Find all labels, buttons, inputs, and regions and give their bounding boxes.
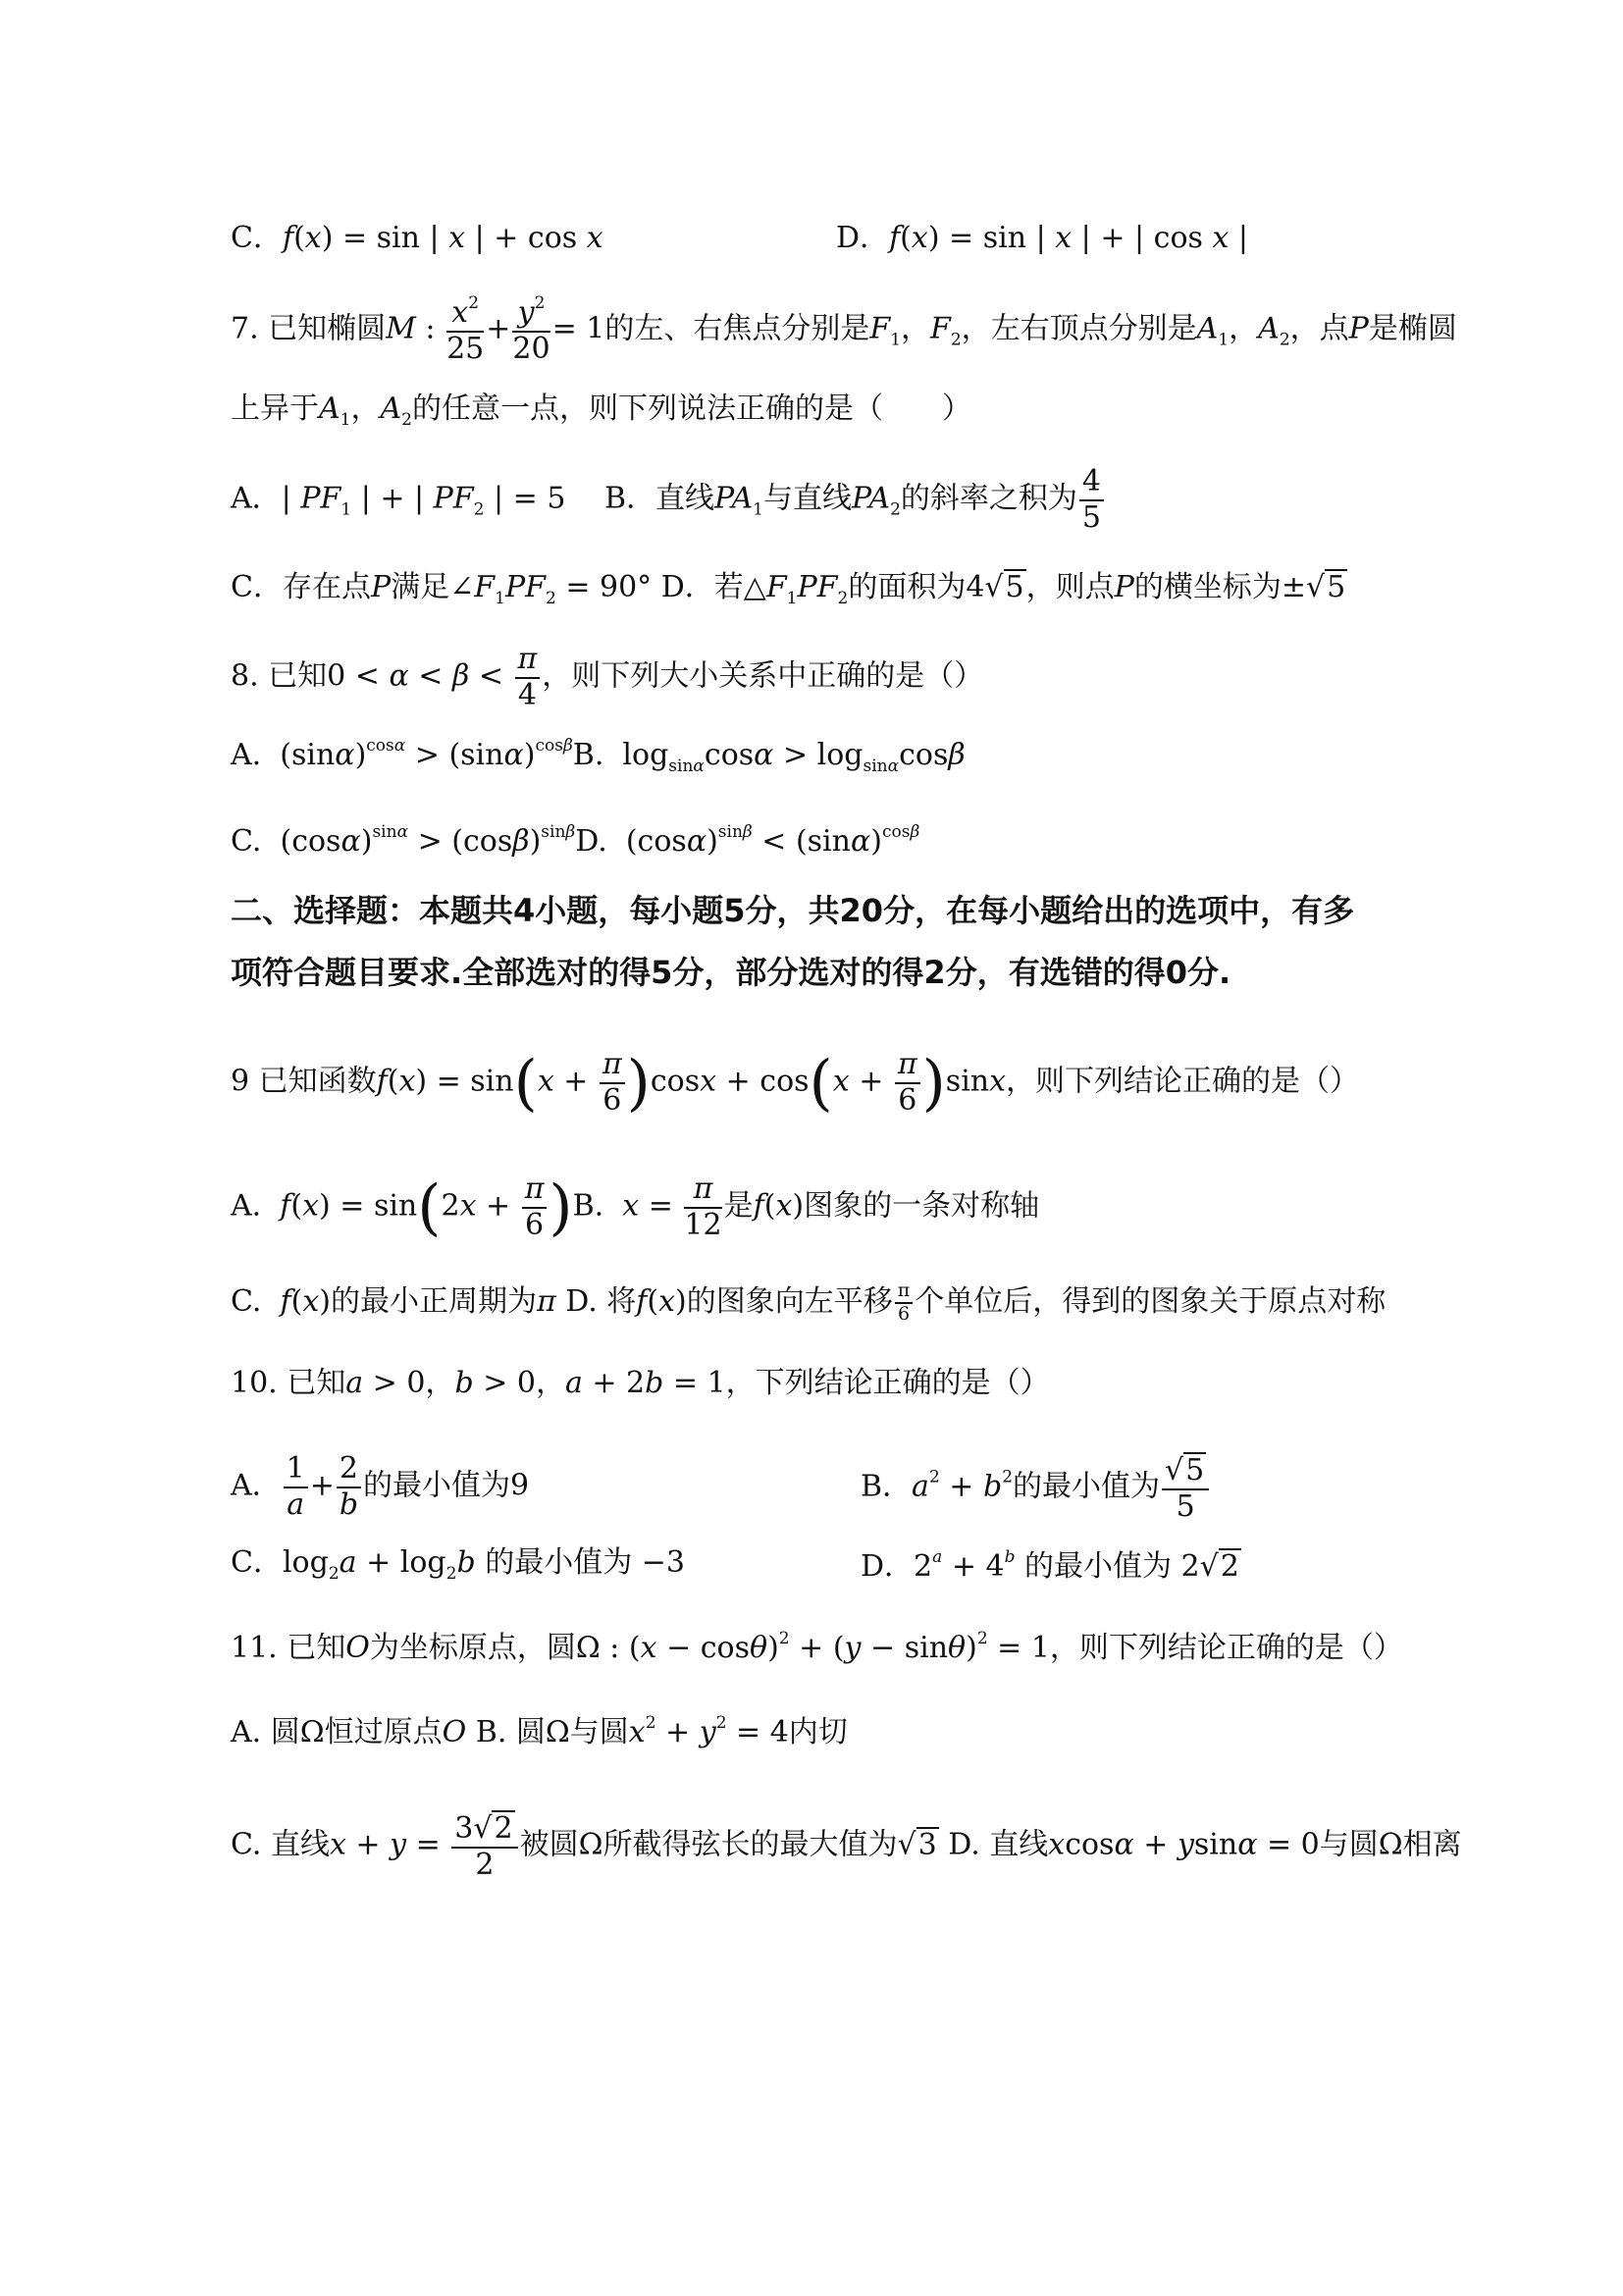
q10-option-d: D．$2^a + 4^b$ 的最小值为 2√2: [861, 1547, 1239, 1584]
q10-stem: 10. 已知a > 0，b > 0，a + 2b = 1，下列结论正确的是（）: [231, 1366, 1050, 1400]
q10-option-b: B．$a^2 + b^2$的最小值为 $\frac{√5}{5}$: [861, 1452, 1211, 1524]
section-2-heading-line1: 二、选择题：本题共4小题，每小题5分，共20分，在每小题给出的选项中，有多: [231, 892, 1355, 929]
q8-stem: 8. 已知0 < α < β < $\frac{\pi}{4}$ ，则下列大小关系中正确的是（）: [231, 642, 984, 712]
section-2-heading-line2: 项符合题目要求.全部选对的得5分，部分选对的得2分，有选错的得0分.: [231, 954, 1231, 991]
q8-options-ab: A. $(\sin\alpha)^{cos\alpha} > (\sin\alpha)^{cos\beta}B$. $\log_{sin\alpha}\cos\alpha > \log_{sin\alpha}\cos\beta$: [231, 736, 966, 776]
q9-stem: 9 已知函数f(x) = sin(x + $\frac{\pi}{6}$ )cosx + cos(x + $\frac{\pi}{6}$ )sinx，则下列结论正确的是（）: [231, 1046, 1360, 1119]
q6-option-d: D．f(x) = sin | x | + | cos x |: [836, 221, 1249, 255]
q7-options-ab: A．| $PF_1$ | + | $PF_2$ | = 5 B．直线$PA_1$与直线$PA_2$的斜率之积为 $\frac{4}{5}$: [231, 465, 1106, 535]
q11-options-ab: A. 圆Ω恒过原点O B. 圆Ω与圆$x^2 + y^2 = 4$内切: [231, 1713, 848, 1749]
q9-options-cd: C. f(x)的最小正周期为π D. 将f(x)的图象向左平移 $\frac{\pi}{6}$ 个单位后，得到的图象关于原点对称: [231, 1279, 1387, 1325]
q11-options-cd: C. 直线x + y = $\frac{3√2}{2}$ 被圆Ω所截得弦长的最大值为√3 D. 直线xcosα + ysinα = 0与圆Ω相离: [231, 1811, 1462, 1882]
q10-option-a: A． $\frac{1}{a}$ + $\frac{2}{b}$ 的最小值为9: [231, 1451, 530, 1522]
q11-stem: 11. 已知O为坐标原点，圆Ω : $(x - \cos\theta)^2 + (y - \sin\theta)^2 = 1$，则下列结论正确的是（）: [231, 1629, 1403, 1665]
q8-options-cd: C. $(\cos\alpha)^{sin\alpha} > (\cos\beta)^{sin\beta}D$. $(\cos\alpha)^{sin\beta} < (\sin\alpha)^{cos\beta}$: [231, 822, 920, 859]
q9-options-ab: A. f(x) = sin(2x + $\frac{\pi}{6}$ )B. x = $\frac{\pi}{12}$ 是f(x)图象的一条对称轴: [231, 1171, 1040, 1243]
q6-option-c: C．f(x) = sin | x | + cos x: [231, 221, 603, 255]
q7-stem-line2: 上异于$A_1$，$A_2$的任意一点，则下列说法正确的是（ ）: [231, 391, 971, 430]
q7-options-cd: C．存在点P满足$\angle F_1PF_2 = 90^\circ$ D．若$\triangle F_1PF_2$的面积为4√5，则点P的横坐标为±√5: [231, 570, 1346, 608]
q7-stem-line1: 7. 已知椭圆M : $\frac{x^2}{25}$ + $\frac{y^2}{20}$ = 1的左、右焦点分别是$F_1$，$F_2$，左右顶点分别是$A_1$，$A_2$，点P是椭圆: [231, 293, 1457, 366]
q10-option-c: C．$\log_2a + \log_2b$ 的最小值为 −3: [231, 1545, 685, 1584]
